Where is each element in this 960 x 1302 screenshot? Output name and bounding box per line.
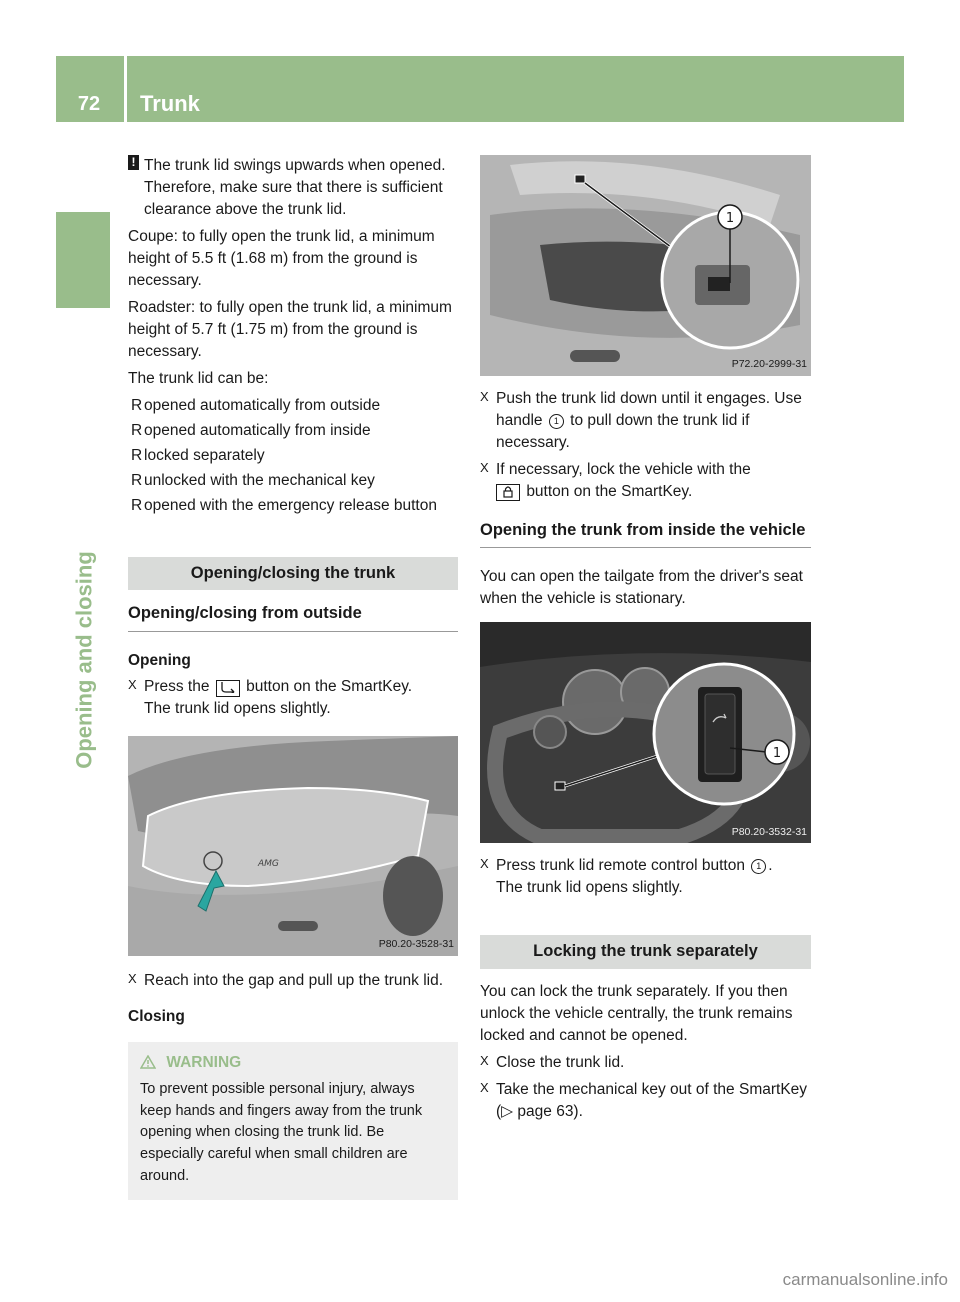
page-number: 72 [77,93,101,115]
warning-box [128,1042,458,1200]
notice-text: The trunk lid swings upwards when opened. Therefore, make sure that there is sufficient clearance above the trunk lid. [144,157,446,218]
side-section-label: Opening and closing [71,551,97,769]
list-item: R locked separately [128,445,458,467]
header-divider [124,56,127,122]
step-marker: X [128,970,137,986]
step-marker: X [128,676,137,692]
trunk-exterior-figure [128,736,458,956]
callout-1: 1 [772,746,782,762]
sub-heading-from-inside: Opening the trunk from inside the vehicle [480,519,811,548]
car-rear-illustration [128,736,458,956]
lock-button-icon [496,484,520,501]
trunk-open-figure [480,155,811,376]
opening-label: Opening [128,651,191,669]
bullet-marker: R [131,497,143,514]
step-close-lid: X Close the trunk lid. [480,1052,625,1071]
dashboard-illustration [480,622,811,843]
open-trunk-illustration [480,155,811,376]
figure-code: P80.20-3532-31 [731,825,807,838]
page-ref-link[interactable]: page 63). [517,1102,583,1120]
header-title: Trunk [140,91,200,116]
bullet-marker: R [131,447,143,464]
side-tab [56,212,110,308]
locking-paragraph: You can lock the trunk separately. If you then unlock the vehicle centrally, the trunk remains locked and cannot be opened. [480,982,793,1044]
svg-text:AMG: AMG [258,858,279,869]
step-marker: X [480,460,489,475]
warning-icon [140,1055,156,1069]
left-column [128,155,458,1200]
callout-1-icon: 1 [549,414,564,429]
callout-1: 1 [725,211,735,226]
inside-paragraph: You can open the tailgate from the driver's seat when the vehicle is stationary. [480,568,803,608]
coupe-paragraph: Coupe: to fully open the trunk lid, a minimum height of 5.5 ft (1.68 m) from the ground is necessary. [128,228,435,289]
step-marker: X [480,1052,489,1068]
trunk-button-icon [216,680,240,697]
right-column [480,155,811,1128]
step-lock-vehicle: X If necessary, lock the vehicle with the button on the SmartKey. [480,460,751,500]
step-marker: X [480,856,489,872]
step-push-lid: X Push the trunk lid down until it engages. Use handle 1 to pull down the trunk lid if necessary. [480,389,802,451]
list-item: R opened with the emergency release button [128,495,458,517]
step-take-key: X Take the mechanical key out of the SmartKey (▷ page 63). [480,1079,808,1120]
step-press-button: X Press the button on the SmartKey. The trunk lid opens slightly. [128,676,413,717]
step-reach-gap: X Reach into the gap and pull up the trunk lid. [128,970,444,989]
bullet-marker: R [131,472,143,489]
sub-heading-from-outside: Opening/closing from outside [128,602,458,631]
notice-icon: ! [128,155,139,170]
step-marker: X [480,1079,489,1095]
section-heading-opening-closing: Opening/closing the trunk [128,557,458,590]
callout-1-icon: 1 [751,859,766,874]
dashboard-figure [480,622,811,843]
bullet-marker: R [131,397,143,414]
roadster-paragraph: Roadster: to fully open the trunk lid, a minimum height of 5.7 ft (1.75 m) from the ground is necessary. [128,299,452,360]
list-item: R unlocked with the mechanical key [128,470,458,492]
bullet-marker: R [131,422,143,439]
closing-label: Closing [128,1007,185,1025]
watermark: carmanualsonline.info [782,1269,948,1289]
list-item: R opened automatically from inside [128,420,458,442]
options-list [128,395,458,517]
warning-title: WARNING [140,1052,446,1074]
list-item: R opened automatically from outside [128,395,458,417]
figure-code: P72.20-2999-31 [731,358,807,371]
page-ref-icon: ▷ [501,1102,514,1120]
warning-text: To prevent possible personal injury, always keep hands and fingers away from the trunk opening when closing the trunk lid. Be especially careful when small children are around. [140,1080,423,1184]
can-be-paragraph: The trunk lid can be: [128,370,269,387]
figure-code: P80.20-3528-31 [378,937,454,950]
step-press-remote: X Press trunk lid remote control button 1 . The trunk lid opens slightly. [480,856,773,897]
notice-paragraph [128,155,458,221]
step-marker: X [480,389,489,404]
section-heading-locking: Locking the trunk separately [480,935,811,968]
